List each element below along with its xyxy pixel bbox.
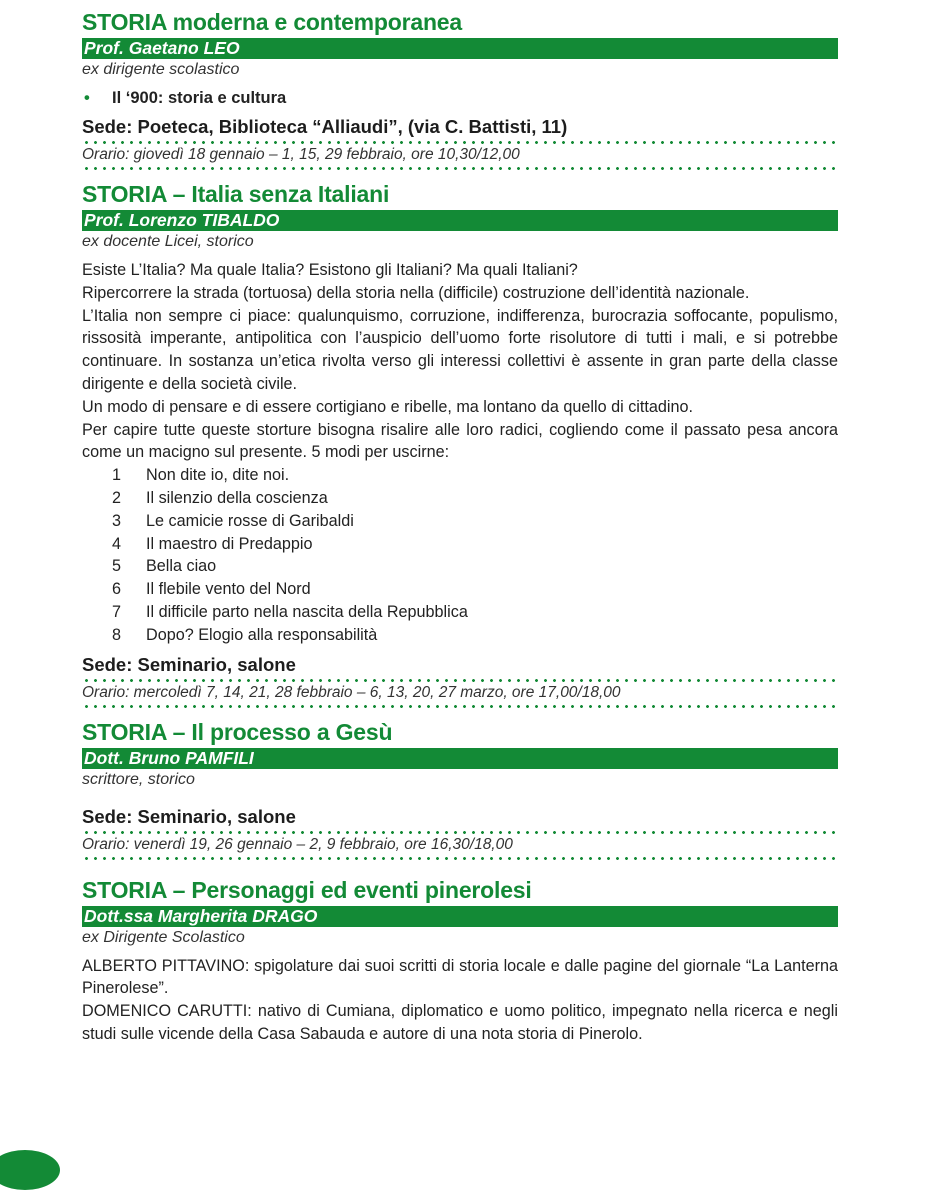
item-text: Il flebile vento del Nord [146,580,311,599]
item-text: Il difficile parto nella nascita della Repubblica [146,602,468,621]
course-italia-senza-italiani [82,180,838,708]
schedule: Orario: giovedì 18 gennaio – 1, 15, 29 febbraio, ore 10,30/12,00 [82,146,520,163]
section-title: STORIA – Italia senza Italiani [82,181,390,207]
item-number: 3 [112,511,122,530]
dotted-divider [82,141,838,144]
item-text: Dopo? Elogio alla responsabilità [146,625,378,644]
item-text: Le camicie rosse di Garibaldi [146,511,354,530]
bullet-icon: • [84,89,90,107]
course-page [82,8,838,1046]
list-item [112,510,838,533]
list-item [112,487,838,510]
item-number: 2 [112,488,122,507]
venue: Sede: Seminario, salone [82,805,296,827]
description-paragraph: Un modo di pensare e di essere cortigiano e ribelle, ma lontano da quello di cittadino. [82,397,693,416]
description-paragraph: Ripercorrere la strada (tortuosa) della storia nella (difficile) costruzione dell’identità nazionale. [82,283,750,302]
item-number: 6 [112,580,122,599]
section-title: STORIA – Il processo a Gesù [82,718,393,745]
list-item [112,533,838,556]
course-processo-a-gesu [82,718,838,860]
page-corner-decoration [0,1150,60,1190]
course-storia-moderna [82,8,838,170]
list-item [112,555,838,578]
venue: Sede: Poeteca, Biblioteca “Alliaudi”, (via C. Battisti, 11) [82,116,568,137]
venue: Sede: Seminario, salone [82,653,296,675]
description-paragraph: L’Italia non sempre ci piace: qualunquismo, corruzione, indifferenza, burocrazia soffocante, populismo, rissosità imperante, antipolitica con l’auspicio dell’uomo forte risolutore di tutti i mali, e si potrebbe continuare. In sostanza un’etica rivolta verso gli interessi collettivi è assente in gran parte della classe dirigente e della società civile. [82,306,838,393]
schedule: Orario: mercoledì 7, 14, 21, 28 febbraio – 6, 13, 20, 27 marzo, ore 17,00/18,00 [82,683,621,701]
teacher-bar: Dott.ssa Margherita DRAGO [82,906,838,927]
description-paragraph: ALBERTO PITTAVINO: spigolature dai suoi scritti di storia locale e dalle pagine del giornale “La Lanterna Pinerolese”. [82,956,838,998]
item-number: 4 [112,534,122,553]
teacher-role: ex docente Licei, storico [82,233,254,250]
teacher-role: scrittore, storico [82,770,195,788]
list-item [112,624,838,647]
ways-list [82,464,838,646]
description-paragraph: Per capire tutte queste storture bisogna risalire alle loro radici, cogliendo come il passato pesa ancora come un macigno sul presente. 5 modi per uscirne: [82,420,838,462]
teacher-bar: Prof. Lorenzo TIBALDO [82,210,838,231]
description-paragraph: Esiste L’Italia? Ma quale Italia? Esistono gli Italiani? Ma quali Italiani? [82,261,578,279]
item-number: 8 [112,625,122,644]
item-text: Il maestro di Predappio [146,534,313,553]
description-paragraph: DOMENICO CARUTTI: nativo di Cumiana, diplomatico e uomo politico, impegnato nella ricerca e negli studi sulle vicende della Casa Sabauda e autore di una nota storia di Pinerolo. [82,1002,838,1043]
course-personaggi-pinerolesi [82,876,838,1046]
topic-text: Il ‘900: storia e cultura [112,89,287,107]
topic-bullet [82,87,838,109]
item-number: 7 [112,602,122,621]
dotted-divider [82,679,838,682]
item-number: 1 [112,466,122,485]
teacher-role: ex dirigente scolastico [82,61,240,78]
section-title: STORIA moderna e contemporanea [82,9,462,35]
item-text: Non dite io, dite noi. [146,466,290,485]
list-item [112,601,838,624]
schedule: Orario: venerdì 19, 26 gennaio – 2, 9 febbraio, ore 16,30/18,00 [82,835,513,853]
dotted-divider [82,831,838,834]
teacher-role: ex Dirigente Scolastico [82,928,245,946]
section-title: STORIA – Personaggi ed eventi pinerolesi [82,876,532,903]
list-item [112,464,838,487]
teacher-bar: Prof. Gaetano LEO [82,38,838,59]
item-text: Bella ciao [146,557,217,576]
item-number: 5 [112,557,122,576]
item-text: Il silenzio della coscienza [146,488,328,507]
list-item [112,578,838,601]
teacher-bar: Dott. Bruno PAMFILI [82,748,838,769]
